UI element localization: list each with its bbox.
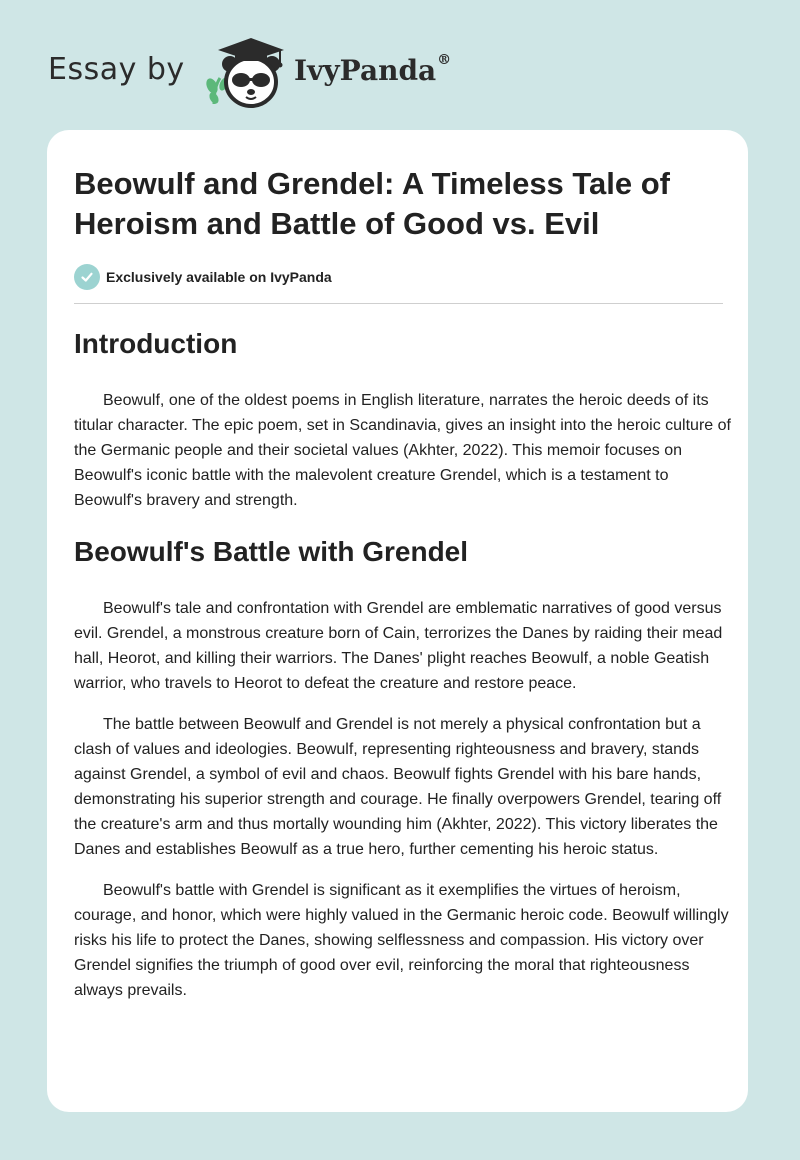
paragraph: Beowulf's battle with Grendel is significant as it exemplifies the virtues of heroism, courage, and honor, which were highly valued in the Germanic heroic code. Beowulf willingly risks his life to protect the Danes, showing selflessness and compassion. His victory over Grendel signifies the triumph of good over evil, reinforcing the moral that righteousness always prevails. [74,882,729,999]
check-circle-icon [74,264,100,290]
brand-name[interactable]: IvyPanda® [294,52,452,87]
essay-title: Beowulf and Grendel: A Timeless Tale of Heroism and Battle of Good vs. Evil [74,166,671,241]
paragraph: Beowulf, one of the oldest poems in English literature, narrates the heroic deeds of its titular character. The epic poem, set in Scandinavia, gives an insight into the heroic culture of the Germanic people and their societal values (Akhter, 2022). This memoir focuses on Beowulf's iconic battle with the malevolent creature Grendel, which is a testament to Beowulf's bravery and strength. [74,392,731,509]
paragraph: Beowulf's tale and confrontation with Grendel are emblematic narratives of good versus evil. Grendel, a monstrous creature born of Cain, terrorizes the Danes by raiding their mead hall, Heorot, and killing their warriors. The Danes' plight reaches Beowulf, a noble Geatish warrior, who travels to Heorot to defeat the creature and restore peace. [74,600,723,692]
section-heading-battle: Beowulf's Battle with Grendel [74,536,469,567]
exclusive-badge-text: Exclusively available on IvyPanda [106,269,332,285]
essay-body [74,320,734,1003]
essay-card [47,130,748,1112]
registered-mark: ® [437,52,452,68]
section-heading-introduction: Introduction [74,328,238,359]
exclusive-badge [74,264,332,290]
title-divider [74,303,723,304]
essay-by-label: Essay by [48,52,185,87]
paragraph: The battle between Beowulf and Grendel is not merely a physical confrontation but a clash of values and ideologies. Beowulf, representing righteousness and bravery, stands against Grendel, a symbol of evil and chaos. Beowulf fights Grendel with his bare hands, demonstrating his superior strength and courage. He finally overpowers Grendel, tearing off the creature's arm and thus mortally wounding him (Akhter, 2022). This victory liberates the Danes and establishes Beowulf as a true hero, further cementing his heroic status. [74,716,722,858]
panda-graduate-logo-icon[interactable] [202,34,294,110]
site-header [48,32,508,112]
